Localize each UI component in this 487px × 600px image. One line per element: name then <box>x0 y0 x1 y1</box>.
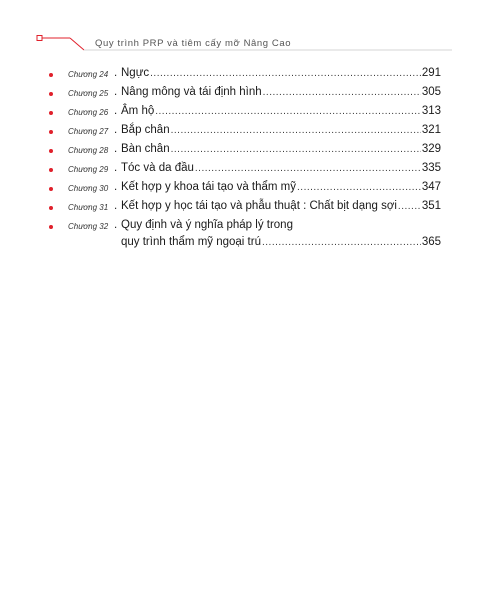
toc-entry <box>0 142 487 161</box>
toc-line <box>121 124 441 140</box>
toc-entry <box>0 199 487 218</box>
toc-line <box>121 105 441 121</box>
dot-leader <box>171 144 421 155</box>
separator: . <box>114 105 118 117</box>
toc-line <box>121 181 441 197</box>
toc-entry <box>0 104 487 123</box>
toc-line <box>121 86 441 102</box>
separator: . <box>114 67 118 79</box>
chapter-title: Kết hợp y khoa tái tạo và thẩm mỹ <box>121 181 297 193</box>
page-number: 329 <box>421 143 441 155</box>
chapter-number: Chương 32 <box>68 222 109 231</box>
chapter-title: Ngực <box>121 67 150 79</box>
page-number: 365 <box>421 236 441 248</box>
header-square-icon <box>37 36 42 41</box>
separator: . <box>114 86 118 98</box>
chapter-number: Chương 29 <box>68 165 109 174</box>
bullet-icon <box>49 206 53 210</box>
bullet-icon <box>49 73 53 77</box>
chapter-title: Quy định và ý nghĩa pháp lý trong <box>121 219 293 231</box>
separator: . <box>114 181 118 193</box>
page-number: 305 <box>421 86 441 98</box>
table-of-contents <box>0 66 487 254</box>
dot-leader <box>155 106 421 117</box>
toc-line <box>121 236 441 252</box>
chapter-title: Bắp chân <box>121 124 170 136</box>
chapter-title: Bàn chân <box>121 143 170 155</box>
toc-entry <box>0 161 487 180</box>
chapter-number: Chương 26 <box>68 108 109 117</box>
dot-leader <box>171 125 421 136</box>
dot-leader <box>297 182 421 193</box>
bullet-icon <box>49 168 53 172</box>
chapter-number: Chương 30 <box>68 184 109 193</box>
separator: . <box>114 124 118 136</box>
separator: . <box>114 162 118 174</box>
toc-entry <box>0 218 487 254</box>
toc-line <box>121 162 441 178</box>
toc-entry <box>0 85 487 104</box>
toc-entry <box>0 180 487 199</box>
chapter-number: Chương 27 <box>68 127 109 136</box>
separator: . <box>114 200 118 212</box>
bullet-icon <box>49 225 53 229</box>
header-rule <box>0 0 487 60</box>
page-number: 347 <box>421 181 441 193</box>
page-number: 335 <box>421 162 441 174</box>
chapter-number: Chương 25 <box>68 89 109 98</box>
chapter-number: Chương 31 <box>68 203 109 212</box>
dot-leader <box>150 68 421 79</box>
dot-leader <box>195 163 421 174</box>
bullet-icon <box>49 130 53 134</box>
chapter-title: Nâng mông và tái định hình <box>121 86 262 98</box>
page-number: 321 <box>421 124 441 136</box>
separator: . <box>114 219 118 231</box>
bullet-icon <box>49 111 53 115</box>
page-number: 313 <box>421 105 441 117</box>
toc-line <box>121 143 441 159</box>
toc-line <box>121 200 441 216</box>
chapter-title: Âm hộ <box>121 105 155 117</box>
chapter-number: Chương 28 <box>68 146 109 155</box>
dot-leader <box>263 87 421 98</box>
toc-entry <box>0 123 487 142</box>
toc-line <box>121 219 441 235</box>
chapter-title: Tóc và da đầu <box>121 162 194 174</box>
toc-line <box>121 67 441 83</box>
dot-leader <box>398 201 421 212</box>
toc-entry <box>0 66 487 85</box>
chapter-title: Kết hợp y học tái tạo và phẫu thuật : Chất bịt dạng sợi <box>121 200 397 212</box>
page-number: 291 <box>421 67 441 79</box>
bullet-icon <box>49 187 53 191</box>
separator: . <box>114 143 118 155</box>
dot-leader <box>262 237 421 248</box>
bullet-icon <box>49 149 53 153</box>
page-number: 351 <box>421 200 441 212</box>
running-header-title: Quy trình PRP và tiêm cấy mỡ Nâng Cao <box>95 38 292 49</box>
chapter-number: Chương 24 <box>68 70 109 79</box>
bullet-icon <box>49 92 53 96</box>
chapter-title-continued: quy trình thẩm mỹ ngoại trú <box>121 236 261 248</box>
